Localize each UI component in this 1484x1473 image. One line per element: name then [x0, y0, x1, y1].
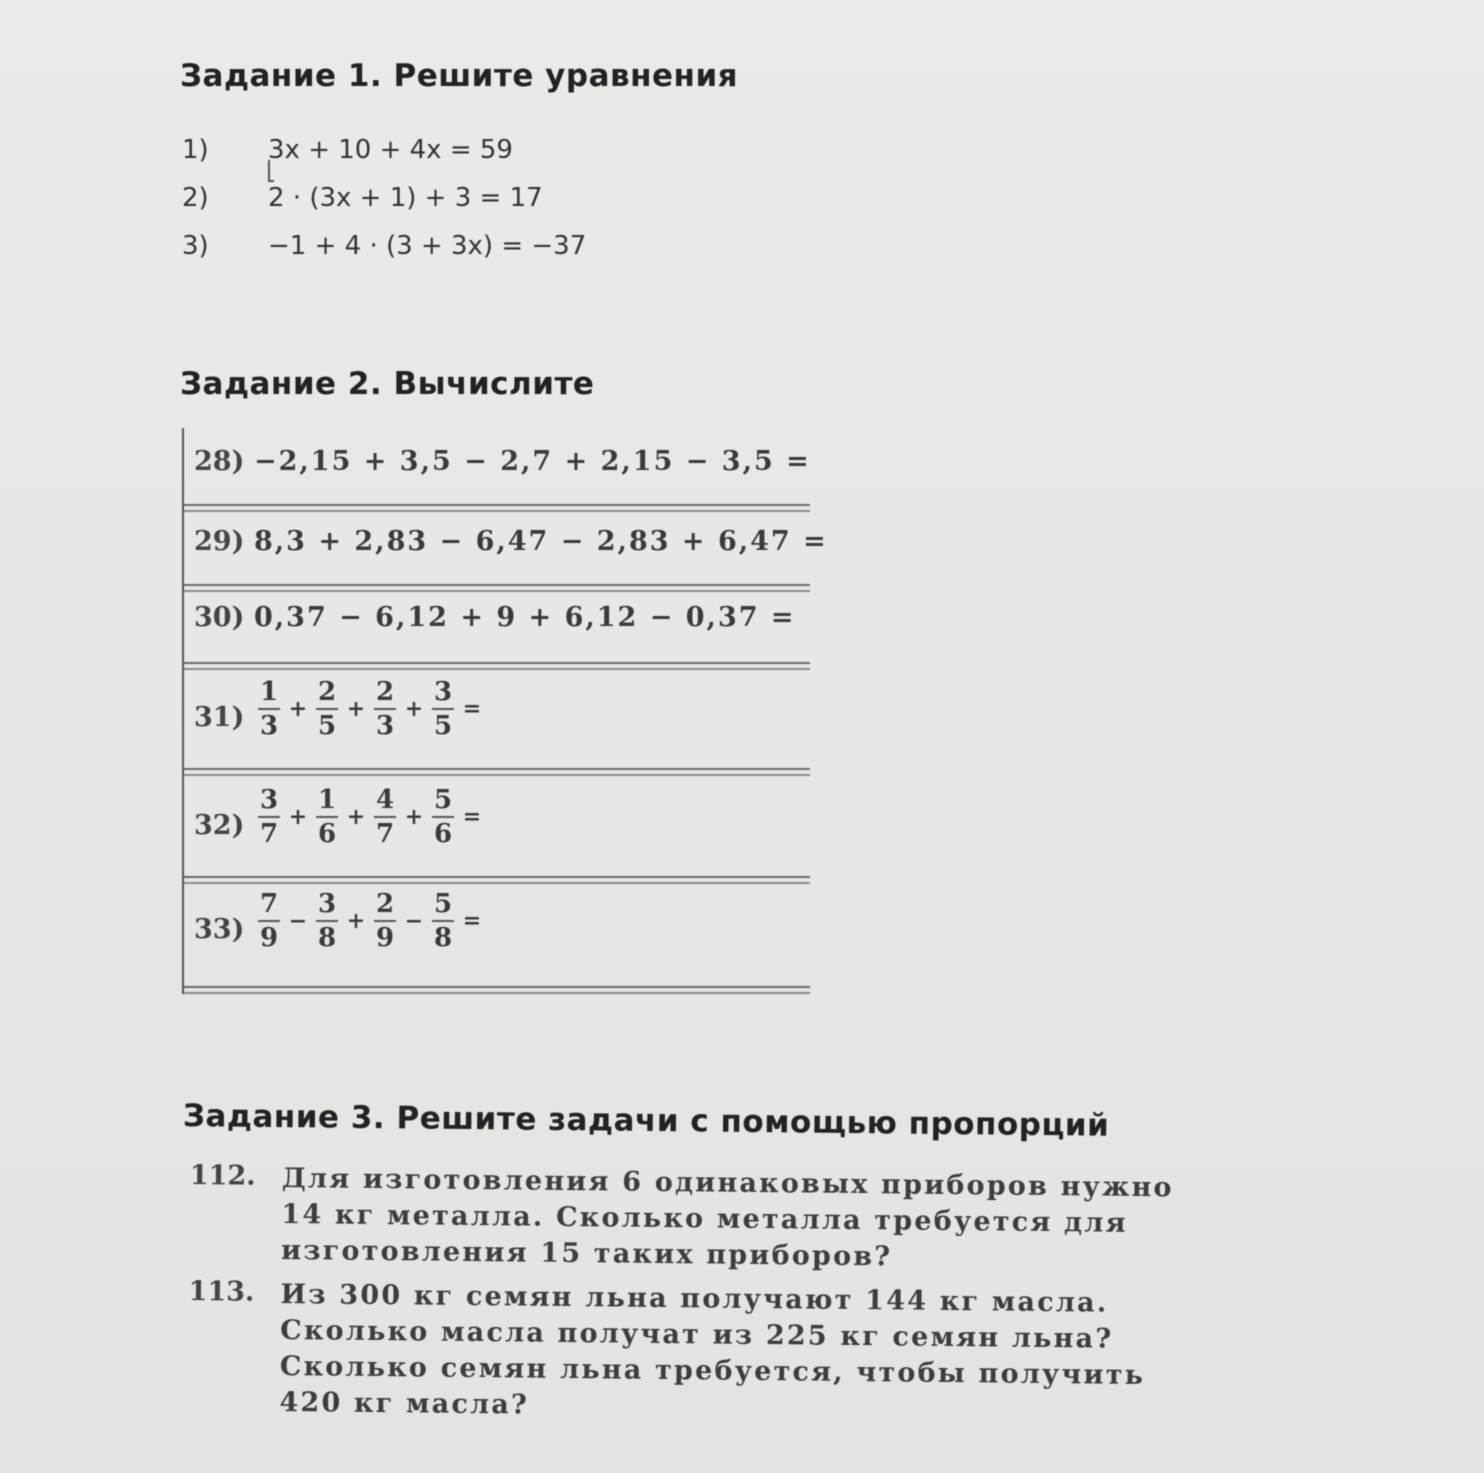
- operator: +: [404, 804, 424, 830]
- fraction: [312, 678, 342, 740]
- calc-row: [184, 670, 810, 776]
- row-divider: [184, 584, 810, 592]
- row-divider: [184, 662, 810, 670]
- calc-row: [184, 428, 810, 512]
- equation-number: 3): [182, 231, 209, 261]
- calc-row-number: 33): [194, 914, 245, 945]
- fraction-expression: [254, 678, 486, 740]
- fraction: [254, 890, 284, 952]
- row-divider: [184, 768, 810, 776]
- denominator: 9: [259, 923, 279, 953]
- calc-expression: 0,37 − 6,12 + 9 + 6,12 − 0,37 =: [254, 602, 796, 633]
- equation-expression: −1 + 4 · (3 + 3x) = −37: [268, 231, 587, 261]
- operator: −: [404, 908, 424, 934]
- equation-item: [182, 126, 586, 174]
- denominator: 8: [433, 923, 453, 953]
- fraction: [370, 890, 400, 952]
- equation-item: [182, 222, 586, 270]
- operator: =: [462, 696, 482, 722]
- operator: +: [288, 696, 308, 722]
- task3-heading: Задание 3. Решите задачи с помощью пропорций: [182, 1098, 1110, 1144]
- equation-expression: 2 · (3x + 1) + 3 = 17: [268, 183, 543, 213]
- calc-row: [184, 884, 810, 994]
- denominator: 7: [259, 819, 279, 849]
- calc-row: [184, 592, 810, 670]
- denominator: 9: [375, 923, 395, 953]
- problem-number: 112.: [189, 1160, 256, 1192]
- denominator: 8: [317, 923, 337, 953]
- numerator: 2: [375, 889, 395, 919]
- problem-item: [189, 1160, 1220, 1279]
- row-divider: [184, 986, 810, 994]
- equation-list: [182, 126, 586, 270]
- calc-row-number: 28): [194, 446, 245, 477]
- denominator: 3: [259, 711, 279, 741]
- denominator: 3: [375, 711, 395, 741]
- task2-heading: Задание 2. Вычислите: [180, 366, 595, 402]
- task1-heading: Задание 1. Решите уравнения: [180, 58, 739, 94]
- calc-row: [184, 512, 828, 592]
- operator: +: [404, 696, 424, 722]
- operator: =: [462, 804, 482, 830]
- numerator: 1: [317, 785, 337, 815]
- row-divider: [184, 504, 810, 512]
- operator: +: [346, 804, 366, 830]
- numerator: 2: [375, 677, 395, 707]
- numerator: 2: [317, 677, 337, 707]
- equation-number: 2): [182, 183, 209, 213]
- calc-row-number: 32): [194, 810, 245, 841]
- numerator: 7: [259, 889, 279, 919]
- fraction: [428, 786, 458, 848]
- numerator: 5: [433, 889, 453, 919]
- problem-number: 113.: [188, 1275, 255, 1308]
- fraction: [428, 678, 458, 740]
- equation-number: 1): [182, 135, 209, 165]
- numerator: 1: [259, 677, 279, 707]
- calc-expression: 8,3 + 2,83 − 6,47 − 2,83 + 6,47 =: [254, 526, 828, 557]
- problem-item: [187, 1276, 1218, 1431]
- fraction: [254, 678, 284, 740]
- operator: =: [462, 908, 482, 934]
- equation-expression: 3x + 10 + 4x = 59: [268, 135, 513, 165]
- calc-expression: −2,15 + 3,5 − 2,7 + 2,15 − 3,5 =: [254, 446, 811, 477]
- calculation-table: [182, 428, 828, 994]
- fraction: [370, 678, 400, 740]
- denominator: 6: [433, 819, 453, 849]
- numerator: 4: [375, 785, 395, 815]
- numerator: 3: [259, 785, 279, 815]
- calc-row-number: 31): [194, 702, 245, 733]
- numerator: 3: [433, 677, 453, 707]
- fraction: [312, 890, 342, 952]
- calc-row: [184, 776, 810, 884]
- numerator: 3: [317, 889, 337, 919]
- fraction: [370, 786, 400, 848]
- numerator: 5: [433, 785, 453, 815]
- denominator: 5: [433, 711, 453, 741]
- equation-item: [182, 174, 586, 222]
- text-cursor-icon: [268, 160, 274, 182]
- problem-list: [187, 1160, 1220, 1439]
- problem-text: Из 300 кг семян льна получают 144 кг масла. Сколько масла получат из 225 кг семян льна? Сколько семян льна требуется, чтобы получить 420 кг масла?: [279, 1278, 1146, 1421]
- calc-row-number: 29): [194, 526, 245, 557]
- fraction: [312, 786, 342, 848]
- fraction: [254, 786, 284, 848]
- operator: −: [288, 908, 308, 934]
- calc-row-number: 30): [194, 602, 245, 633]
- operator: +: [346, 908, 366, 934]
- operator: +: [288, 804, 308, 830]
- row-divider: [184, 876, 810, 884]
- problem-text: Для изготовления 6 одинаковых приборов нужно 14 кг металла. Сколько металла требуется для изготовления 15 таких приборов?: [280, 1162, 1174, 1273]
- denominator: 5: [317, 711, 337, 741]
- denominator: 7: [375, 819, 395, 849]
- operator: +: [346, 696, 366, 722]
- fraction-expression: [254, 786, 486, 848]
- fraction-expression: [254, 890, 486, 952]
- fraction: [428, 890, 458, 952]
- denominator: 6: [317, 819, 337, 849]
